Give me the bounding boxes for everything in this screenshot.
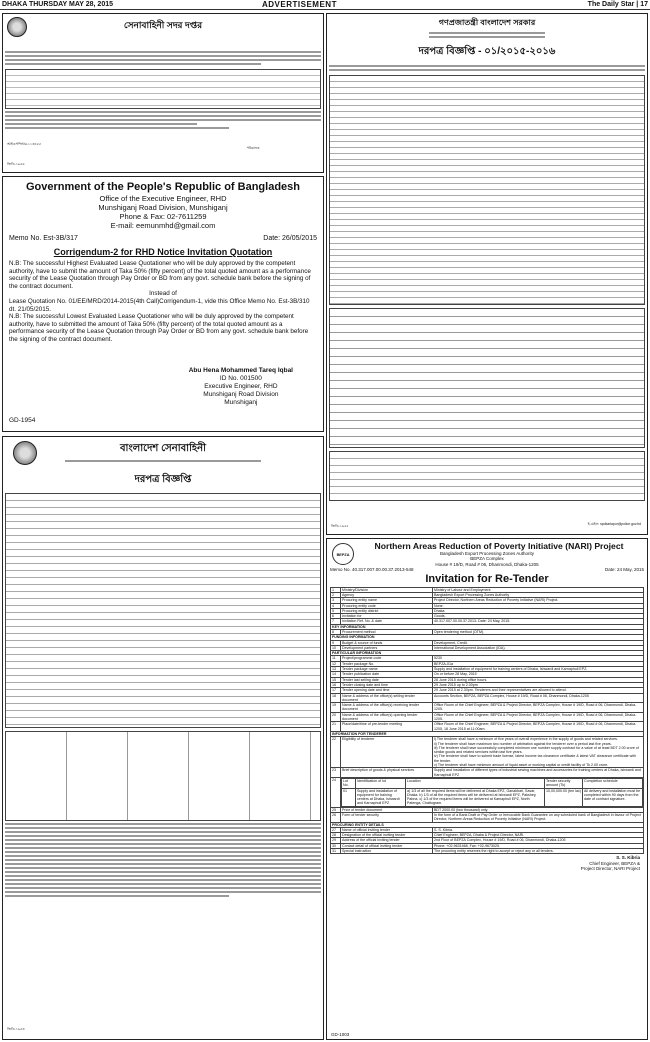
army-tender-table [5, 493, 321, 728]
table-row: 2 Agency Bangladesh Export Processing Zones Authority [331, 592, 644, 597]
govt-extra-table [329, 451, 645, 501]
rhd-nb1: N.B: The successful Highest Evaluated Lease Quotationer who will be duly approved by the competent authority, have to submit the amount of Taka 50% (fifty percent) of the total quoted amount as a performance security of the Lease Quotation through Pay Order or BD from any govt. schedule bank before the signing of the contract document. [9, 260, 311, 290]
govt-tender-table [329, 75, 645, 305]
section-header: PROCURING ENTITY DETAILS [331, 822, 644, 827]
table-row: 31 Special instruction The procuring entity reserves the right to accept or reject any or all tenders. [331, 849, 644, 854]
table-row: 24 Lot No. Identification of lot Location Tender security amount (Tk) Completion schedule 01 Supply and installation of equipment for training centers at Dhaka, Ishwardi and Karnaphuli EPZ a) 1/3 of all the required items will be delivered at Dhaka EPZ, Ganakbari, Savar, Dhaka. b) 1/3 of all the required items will be delivered at Ishwardi EPZ, Pakshey, Pabna. c) 1/3 of the required items will be delivered at Karnaphuli EPZ, North Patenga, Chattogram. 10,00,000.00 (ten lac) All delivery and installation must be completed within 90 days from the date of contract signature. [331, 777, 644, 807]
rhd-sig-id: ID No. 001500 [219, 375, 262, 382]
rhd-instead: Instead of [149, 290, 177, 298]
nari-sig-t2: Project Director, NARI Project [580, 865, 640, 871]
table-row: 4 Procuring entity code None. [331, 603, 644, 608]
army-subtitle: দরপত্র বিজ্ঞপ্তি [134, 474, 192, 485]
section-header: FUNDING INFORMATION [331, 635, 644, 640]
rhd-office: Office of the Executive Engineer, RHD [99, 194, 227, 203]
army-tender-notice [2, 436, 324, 1040]
table-row: 25 Price of tender document BDT 2000.00 (two thousand) only. [331, 807, 644, 812]
lot-header: Lot No. Identification of lot Location Tender security amount (Tk) Completion schedule [342, 778, 643, 788]
table-row: 11 Project/programme code 5230 [331, 656, 644, 661]
table-row: 9 Budget & source of funds Development, Credit. [331, 640, 644, 645]
table-row: 3 Procuring entity name Project Director, Northern Areas Reduction of Poverty Initiative (NARI) Project. [331, 598, 644, 603]
nari-sig-name: S. S. Kibria [616, 855, 640, 861]
govt-gd: জিডি-১৯৫৫ [331, 524, 349, 528]
rhd-heading: Corrigendum-2 for RHD Notice Invitation Quotation [53, 247, 273, 257]
nari-sig-t1: Chief Engineer, BEPZA & [589, 860, 640, 866]
nari-heading: Invitation for Re-Tender [425, 572, 549, 585]
rhd-division: Munshiganj Road Division, Munshiganj [98, 203, 228, 212]
table-row: 19 Name & address of the office(s) receiving tender document Office Room of the Chief Engineer, BEPZA & Project Director, BEPZA Complex, House # 19/D, Road # 06, Dhanmondi, Dhaka-1205. [331, 703, 644, 713]
table-row: 10 Development partners International Development Association (IDA). [331, 645, 644, 650]
masthead-page: The Daily Star | 17 [587, 1, 648, 8]
nari-sub3: House # 19/D, Road # 06, Dhanmondi, Dhaka-1205 [435, 561, 539, 567]
table-row: 14 Tender publication date On or before 28 May, 2015 [331, 672, 644, 677]
army-title: বাংলাদেশ সেনাবাহিনী [119, 443, 207, 454]
table-row: 5 Procuring entity district Dhaka. [331, 608, 644, 613]
lot-row: 01 Supply and installation of equipment for training centers at Dhaka, Ishwardi and Karnaphuli EPZ a) 1/3 of all the required items will be delivered at Dhaka EPZ, Ganakbari, Savar, Dhaka. b) 1/3 of all the required items will be delivered at Ishwardi EPZ, Pakshey, Pabna. c) 1/3 of the required items will be delivered at Karnaphuli EPZ, North Patenga, Chattogram. 10,00,000.00 (ten lac) All delivery and installation must be completed within 90 days from the date of contract signature. [342, 788, 643, 806]
rhd-gd: GD-1954 [9, 417, 36, 424]
table-row: 7 Invitation Ref. No. & date 40.317.007.00.00.37.2013- Date: 24 May, 2015. [331, 619, 644, 624]
rhd-sig-place: Munshiganj [224, 399, 258, 406]
section-title: ADVERTISEMENT [262, 0, 337, 9]
nari-sub1: Bangladesh Export Processing Zones Authority [439, 551, 535, 556]
table-row: 1 Ministry/Division Ministry of Labour and Employment [331, 587, 644, 592]
nari-table [330, 587, 644, 855]
table-row: 15 Tender last selling date 28 June 2015 during office hours. [331, 677, 644, 682]
table-row: 6 Invitation for Goods. [331, 614, 644, 619]
rhd-phone: Phone & Fax: 02-7611259 [119, 212, 207, 221]
section-header: KEY INFORMATION [331, 624, 644, 629]
army-hq-title: সেনাবাহিনী সদর দপ্তর [123, 20, 203, 30]
nari-gd: GD-1003 [331, 1032, 350, 1037]
table-row: 20 Name & address of the office(s) opening tender document Office Room of the Chief Engineer, BEPZA & Project Director, BEPZA Complex, House # 19/D, Road # 06, Dhanmondi, Dhaka-1205. [331, 712, 644, 722]
govt-items-table [329, 308, 645, 448]
rhd-lease: Lease Quotation No. 01/EE/MRD/2014-2015(4th Call)Corrigendum-1, vide this Office Memo No. Est-3B/310 dt. 21/05/2015. [9, 297, 310, 313]
army-hq-code: আইএসপিআর-১১৩৪৫৫ [7, 142, 41, 146]
table-row: 8 Procurement method Open tendering method (OTM). [331, 630, 644, 635]
nari-sub2: BEPZA Complex [470, 556, 504, 562]
section-header: PARTICULAR INFORMATION [331, 651, 644, 656]
table-row: 21 Place/date/time of pre-tender meeting Office Room of the Chief Engineer, BEPZA & Project Director, BEPZA Complex, House # 19/D, Road # 06, Dhanmondi, Dhaka-1205, 18 June 2015 at 11:00am. [331, 722, 644, 732]
nari-memo: Memo No. 40.317.007.00.00.37.2013-548 [330, 567, 414, 573]
rhd-email: E-mail: eemunmhd@gmail.com [110, 221, 216, 230]
army-hq-gd: জিডি-১৯৫৬ [7, 162, 25, 166]
army-terms [3, 823, 323, 897]
newspaper-header [0, 0, 650, 10]
army-gd: জিডি-১৯৫৩ [7, 1027, 25, 1031]
rhd-govt-title: Government of the People's Republic of Bangladesh [26, 181, 300, 193]
table-row: 23 Brief description of goods & physical services Supply and installation of different types of industrial sewing machines and accessories for training centers at Dhaka, Ishwardi and Karnaphuli EPZ [331, 768, 644, 778]
rhd-notice [2, 176, 324, 432]
govt-title: গণপ্রজাতন্ত্রী বাংলাদেশ সরকার [438, 18, 536, 27]
table-row: 28 Designation of the official inviting tender Chief Engineer, BEPZA, Dhaka & Project Director, NARI. [331, 833, 644, 838]
rhd-sig-div: Munshiganj Road Division [203, 391, 279, 398]
table-row: 18 Name & address of the office(s) selling tender document Accounts Section, BEPZA, BEPZA Complex, House # 19/D, Road # 06, Dhanmondi, Dhaka-1205 [331, 693, 644, 703]
army-hq-body [3, 51, 323, 65]
army-crest-icon [13, 441, 37, 465]
nari-title: Northern Areas Reduction of Poverty Initiative (NARI) Project [374, 541, 624, 551]
army-hq-signer: পরিচালক [246, 146, 260, 150]
table-row: 12 Tender package No. BEPZA-01a [331, 661, 644, 666]
army-hq-notice [2, 13, 324, 173]
army-hq-table [5, 69, 321, 109]
table-row: 26 Form of tender security In the form of a Bank Draft or Pay Order or Irrevocable Bank Guarantee on any scheduled bank of Bangladesh in favour of Project Director, Northern Areas Reduction of Poverty Initiative (NARI) Project. [331, 812, 644, 822]
table-row: 16 Tender closing date and time 29 June 2015 up to 2.00pm [331, 682, 644, 687]
rhd-nb2: N.B: The successful Lowest Evaluated Lease Quotationer who will be duly approved by the competent authority, have to submitted the amount of Taka 50% (fifty percent) of the total quoted amount as a performance security of the Lease Quotation through Pay Order or BD from any govt. schedule bank before the signing of the contract document. [9, 313, 309, 343]
edition-date: DHAKA THURSDAY MAY 28, 2015 [2, 1, 114, 8]
rhd-sig-name: Abu Hena Mohammed Tareq Iqbal [188, 367, 293, 374]
army-hq-notes [3, 111, 323, 129]
army-emblem-icon [7, 17, 27, 37]
rhd-sig-title: Executive Engineer, RHD [204, 383, 278, 390]
govt-tender-notice [326, 13, 648, 535]
table-row: 27 Name of official inviting tender S. S. Kibria. [331, 827, 644, 832]
table-row: 30 Contact detail of official inviting tender Phone: +02-9631468, Fax: +02-9673025. [331, 843, 644, 848]
table-row: 22 Eligibility of tenderer i) The tenderer shall have a minimum of five years of overall experience in the supply of goods and related services. ii) The tenderer shall have maximum two number of arbitration against the tenderer over a period last five years. iii) The tenderer shall have successfully completed minimum one number supply contract for a value of at least BDT 2.00 crore of similar goods and related services within last five years. iv) The tenderer shall have to submit trade license, latest income tax clearance certificate & latest VAT clearance certificate with the tender. v) The tenderer shall have minimum amount of liquid asset or working capital or credit facility of Tk 2.00 crore. [331, 737, 644, 768]
govt-email: ই-মেইল: spdkarlapur@police.gov.bd [587, 522, 641, 526]
nari-notice [326, 538, 648, 1040]
table-row: 13 Tender package name Supply and installation of equipment for training centers of Dhaka, Ishwardi and Karnaphuli EPZ. [331, 667, 644, 672]
table-row: 17 Tender opening date and time 29 June 2015 at 2.30pm. Tenderers and their representatives are allowed to attend. [331, 688, 644, 693]
rhd-memo: Memo No. Est-3B/317 [9, 235, 78, 242]
army-items-table [5, 731, 321, 821]
section-header: INFORMATION FOR TENDERER [331, 731, 644, 736]
bepza-logo: BEPZA [332, 543, 354, 565]
nari-date: Date: 24 May, 2015 [605, 567, 644, 573]
rhd-date: Date: 26/05/2015 [263, 235, 317, 242]
govt-subtitle: দরপত্র বিজ্ঞপ্তি - ০১/২০১৫-২০১৬ [418, 46, 556, 57]
table-row: 29 Address of the official inviting tender 2nd Floor of BEPZA Complex, House # 19/D, Road # 06, Dhanmondi, Dhaka-1205 [331, 838, 644, 843]
